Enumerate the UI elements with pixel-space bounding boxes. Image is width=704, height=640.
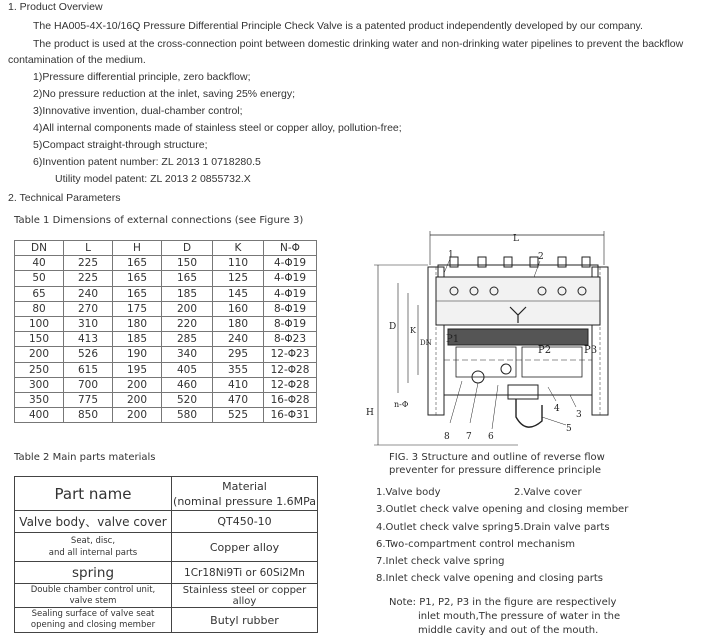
cell: 200 <box>15 347 64 362</box>
cell: 775 <box>64 392 113 407</box>
cell: 350 <box>15 392 64 407</box>
cell: 240 <box>213 332 264 347</box>
cell: 4-Φ19 <box>264 271 317 286</box>
dual-chamber-control <box>448 329 588 345</box>
cell: 200 <box>113 408 162 423</box>
feature-item: 3)Innovative invention, dual-chamber control; <box>33 105 243 117</box>
table1-caption: Table 1 Dimensions of external connections (see Figure 3) <box>14 215 304 226</box>
label-P3: P3 <box>584 345 598 356</box>
cell: 225 <box>64 256 113 271</box>
cell: 340 <box>162 347 213 362</box>
table-row <box>15 271 317 286</box>
label-H: H <box>366 408 374 418</box>
cell: 580 <box>162 408 213 423</box>
cell: 460 <box>162 377 213 392</box>
cell: 125 <box>213 271 264 286</box>
drain-valve <box>516 399 542 427</box>
cell: 16-Φ31 <box>264 408 317 423</box>
label-P2: P2 <box>538 345 552 356</box>
cell: 175 <box>113 301 162 316</box>
col-header: N-Φ <box>264 241 317 256</box>
cell: 355 <box>213 362 264 377</box>
callout-7: 7 <box>466 432 472 442</box>
cell: 185 <box>162 286 213 301</box>
callout-2: 2 <box>538 252 544 262</box>
cell: 145 <box>213 286 264 301</box>
cell: 4-Φ19 <box>264 286 317 301</box>
table-row <box>15 562 318 584</box>
cell: 200 <box>162 301 213 316</box>
legend-item-4: 4.Outlet check valve spring <box>376 522 514 533</box>
table-row <box>15 392 317 407</box>
label-D: D <box>389 322 397 332</box>
table-row <box>15 256 317 271</box>
cell: 12-Φ28 <box>264 362 317 377</box>
cell: 526 <box>64 347 113 362</box>
cell: 4-Φ19 <box>264 256 317 271</box>
cell: 240 <box>64 286 113 301</box>
label-DN: DN <box>420 339 432 347</box>
cell: 225 <box>64 271 113 286</box>
table-header-row <box>15 241 317 256</box>
cell: 270 <box>64 301 113 316</box>
legend-item-7: 7.Inlet check valve spring <box>376 556 505 567</box>
cell: 400 <box>15 408 64 423</box>
cell: 160 <box>213 301 264 316</box>
materials-table <box>14 476 318 633</box>
cell: 65 <box>15 286 64 301</box>
table-row <box>15 316 317 331</box>
part-cell-line2: and all internal parts <box>48 548 138 558</box>
part-cell <box>15 533 172 562</box>
legend-item-3: 3.Outlet check valve opening and closing member <box>376 504 629 515</box>
cell: 165 <box>113 286 162 301</box>
table-row <box>15 533 318 562</box>
cell: 285 <box>162 332 213 347</box>
part-cell: spring <box>15 562 172 584</box>
legend-item-5: 5.Drain valve parts <box>514 522 610 533</box>
material-header-line1: Material <box>222 479 267 493</box>
figure-caption-line1: FIG. 3 Structure and outline of reverse flow <box>389 452 605 463</box>
table-header-row <box>15 477 318 511</box>
col-header: DN <box>15 241 64 256</box>
material-cell: Butyl rubber <box>172 608 318 633</box>
feature-item: 5)Compact straight-through structure; <box>33 139 208 151</box>
material-cell: Copper alloy <box>172 533 318 562</box>
legend-item-2: 2.Valve cover <box>514 487 582 498</box>
overview-paragraph-2-cont: contamination of the medium. <box>8 54 146 66</box>
feature-item: 6)Invention patent number: ZL 2013 1 0718280.5 <box>33 156 261 168</box>
label-P1: P1 <box>446 334 460 345</box>
table-row <box>15 301 317 316</box>
cell: 195 <box>113 362 162 377</box>
cell: 80 <box>15 301 64 316</box>
legend-item-1: 1.Valve body <box>376 487 441 498</box>
cell: 310 <box>64 316 113 331</box>
callout-4: 4 <box>554 404 560 414</box>
col-header: D <box>162 241 213 256</box>
cell: 200 <box>113 377 162 392</box>
cell: 525 <box>213 408 264 423</box>
cell: 410 <box>213 377 264 392</box>
table-row <box>15 362 317 377</box>
technical-heading: 2. Technical Parameters <box>8 192 121 204</box>
callout-3: 3 <box>576 410 582 420</box>
note-line3: middle cavity and out of the mouth. <box>418 625 599 636</box>
table-row <box>15 408 317 423</box>
dimensions-table <box>14 240 317 423</box>
cell: 165 <box>113 256 162 271</box>
label-n-phi: n-Φ <box>394 400 409 409</box>
note-line1: Note: P1, P2, P3 in the figure are respectively <box>389 597 617 608</box>
figure-caption-line2: preventer for pressure difference principle <box>389 465 601 476</box>
part-cell-line1: Double chamber control unit, <box>30 584 156 595</box>
material-cell: 1Cr18Ni9Ti or 60Si2Mn <box>172 562 318 584</box>
cell: 405 <box>162 362 213 377</box>
cell: 8-Φ19 <box>264 301 317 316</box>
feature-item: Utility model patent: ZL 2013 2 0855732.X <box>55 173 251 185</box>
cell: 12-Φ23 <box>264 347 317 362</box>
part-cell-line1: Sealing surface of valve seat <box>31 609 155 619</box>
material-header-line2: (nominal pressure 1.6MPa <box>173 494 316 508</box>
cell: 100 <box>15 316 64 331</box>
material-header <box>172 477 318 511</box>
cell: 700 <box>64 377 113 392</box>
cell: 185 <box>113 332 162 347</box>
cell: 150 <box>15 332 64 347</box>
cell: 615 <box>64 362 113 377</box>
callout-1: 1 <box>448 250 454 260</box>
part-name-header: Part name <box>15 477 172 511</box>
cell: 165 <box>162 271 213 286</box>
table-row <box>15 347 317 362</box>
callout-8: 8 <box>444 432 450 442</box>
cell: 8-Φ23 <box>264 332 317 347</box>
cell: 520 <box>162 392 213 407</box>
part-cell-line2: opening and closing member <box>30 620 156 630</box>
cell: 850 <box>64 408 113 423</box>
cell: 470 <box>213 392 264 407</box>
feature-item: 4)All internal components made of stainless steel or copper alloy, pollution-free; <box>33 122 402 134</box>
material-cell: Stainless steel or copper alloy <box>172 584 318 608</box>
valve-cover-rim <box>438 265 598 277</box>
cell: 220 <box>162 316 213 331</box>
part-cell-line2: valve stem <box>69 595 117 606</box>
cell: 180 <box>113 316 162 331</box>
valve-technical-drawing <box>358 225 698 447</box>
part-cell-line1: Seat, disc, <box>70 536 116 546</box>
note-line2: inlet mouth,The pressure of water in the <box>418 611 621 622</box>
overview-paragraph-2: The product is used at the cross-connection point between domestic drinking water and non-drinking water pipelines to prevent the backflow <box>33 38 684 50</box>
material-cell: QT450-10 <box>172 511 318 533</box>
cell: 250 <box>15 362 64 377</box>
col-header: K <box>213 241 264 256</box>
cell: 190 <box>113 347 162 362</box>
cell: 12-Φ28 <box>264 377 317 392</box>
callout-6: 6 <box>488 432 494 442</box>
table-row <box>15 608 318 633</box>
cell: 40 <box>15 256 64 271</box>
overview-paragraph-1: The HA005-4X-10/16Q Pressure Differential Principle Check Valve is a patented product independently developed by our company. <box>33 20 643 32</box>
cell: 200 <box>113 392 162 407</box>
table-row <box>15 286 317 301</box>
col-header: H <box>113 241 162 256</box>
label-L: L <box>513 234 519 244</box>
table-row <box>15 584 318 608</box>
table-row <box>15 511 318 533</box>
table2-caption: Table 2 Main parts materials <box>14 452 156 463</box>
legend-item-6: 6.Two-compartment control mechanism <box>376 539 576 550</box>
cell: 413 <box>64 332 113 347</box>
cell: 165 <box>113 271 162 286</box>
cell: 295 <box>213 347 264 362</box>
callout-5: 5 <box>566 424 572 434</box>
cell: 150 <box>162 256 213 271</box>
feature-item: 1)Pressure differential principle, zero backflow; <box>33 71 251 83</box>
part-cell <box>15 584 172 608</box>
table-row <box>15 332 317 347</box>
legend-item-8: 8.Inlet check valve opening and closing parts <box>376 573 603 584</box>
overview-heading: 1. Product Overview <box>8 1 103 13</box>
cell: 300 <box>15 377 64 392</box>
cell: 110 <box>213 256 264 271</box>
part-cell: Valve body、valve cover <box>15 511 172 533</box>
cell: 50 <box>15 271 64 286</box>
table-row <box>15 377 317 392</box>
part-cell <box>15 608 172 633</box>
col-header: L <box>64 241 113 256</box>
label-K: K <box>410 326 416 335</box>
feature-item: 2)No pressure reduction at the inlet, saving 25% energy; <box>33 88 296 100</box>
cell: 8-Φ19 <box>264 316 317 331</box>
cell: 180 <box>213 316 264 331</box>
cell: 16-Φ28 <box>264 392 317 407</box>
